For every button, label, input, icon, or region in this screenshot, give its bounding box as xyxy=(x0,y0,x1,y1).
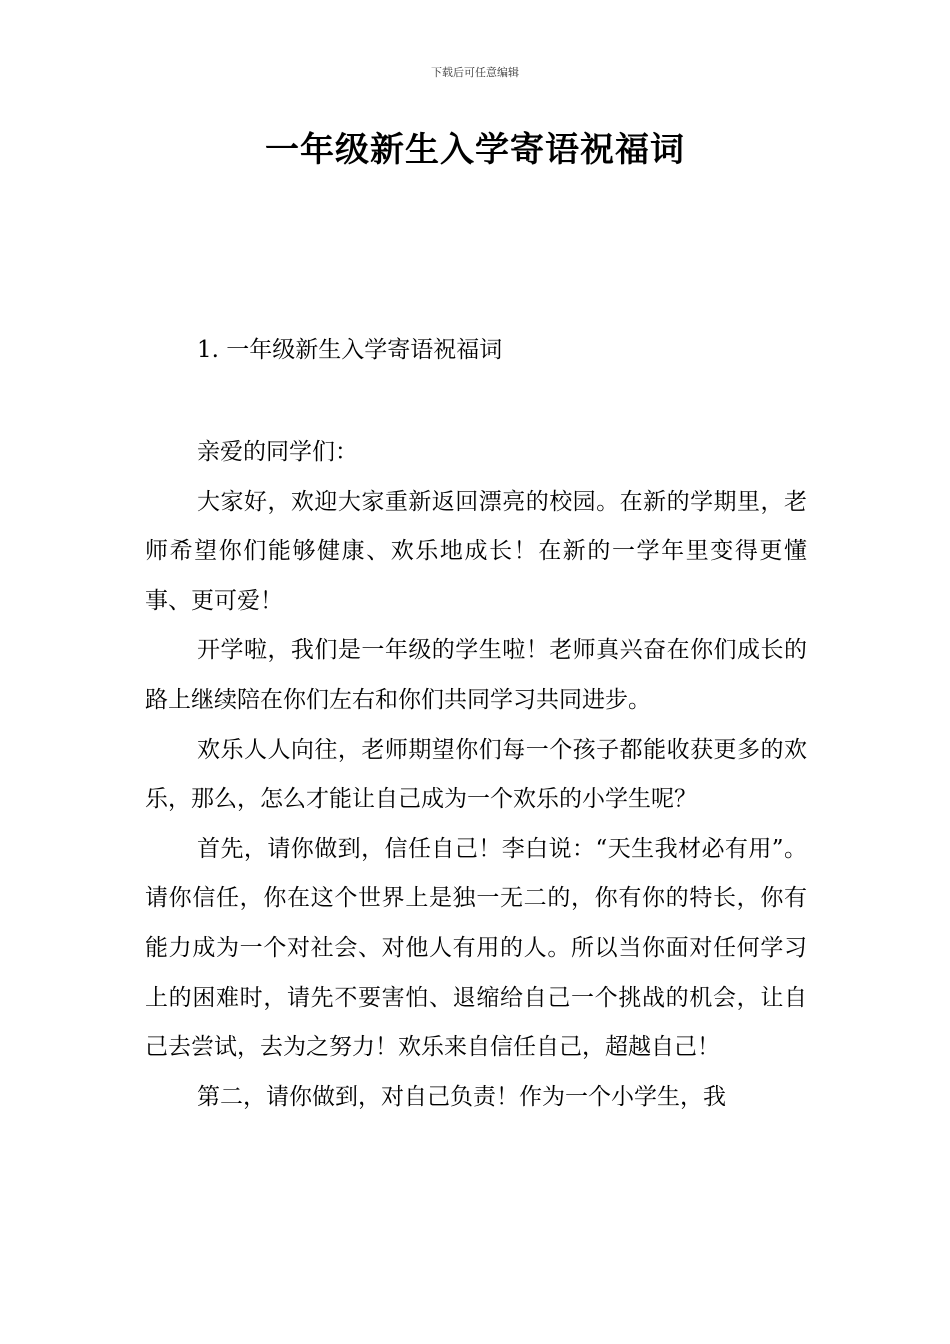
paragraph: 欢乐人人向往，老师期望你们每一个孩子都能收获更多的欢乐，那么，怎么才能让自己成为一个欢乐的小学生呢？ xyxy=(145,736,807,813)
document-title: 一年级新生入学寄语祝福词 xyxy=(265,130,685,170)
paragraph-greeting: 亲爱的同学们： xyxy=(197,439,358,465)
paragraph: 大家好，欢迎大家重新返回漂亮的校园。在新的学期里，老师希望你们能够健康、欢乐地成长！在新的一学年里变得更懂事、更可爱！ xyxy=(145,488,807,614)
paragraph: 首先，请你做到，信任自己！李白说：“天生我材必有用”。请你信任，你在这个世界上是独一无二的，你有你的特长，你有能力成为一个对社会、对他人有用的人。所以当你面对任何学习上的困难时，请先不要害怕、退缩给自己一个挑战的机会，让自己去尝试，去为之努力！欢乐来自信任自己，超越自己！ xyxy=(145,835,807,1061)
paragraph: 第二，请你做到，对自己负责！作为一个小学生，我 xyxy=(197,1083,726,1110)
body-text xyxy=(145,428,807,1122)
paragraph: 开学啦，我们是一年级的学生啦！老师真兴奋在你们成长的路上继续陪在你们左右和你们共同学习共同进步。 xyxy=(145,637,807,713)
section-heading: 1. 一年级新生入学寄语祝福词 xyxy=(197,337,503,363)
header-note: 下载后可任意编辑 xyxy=(431,66,519,79)
